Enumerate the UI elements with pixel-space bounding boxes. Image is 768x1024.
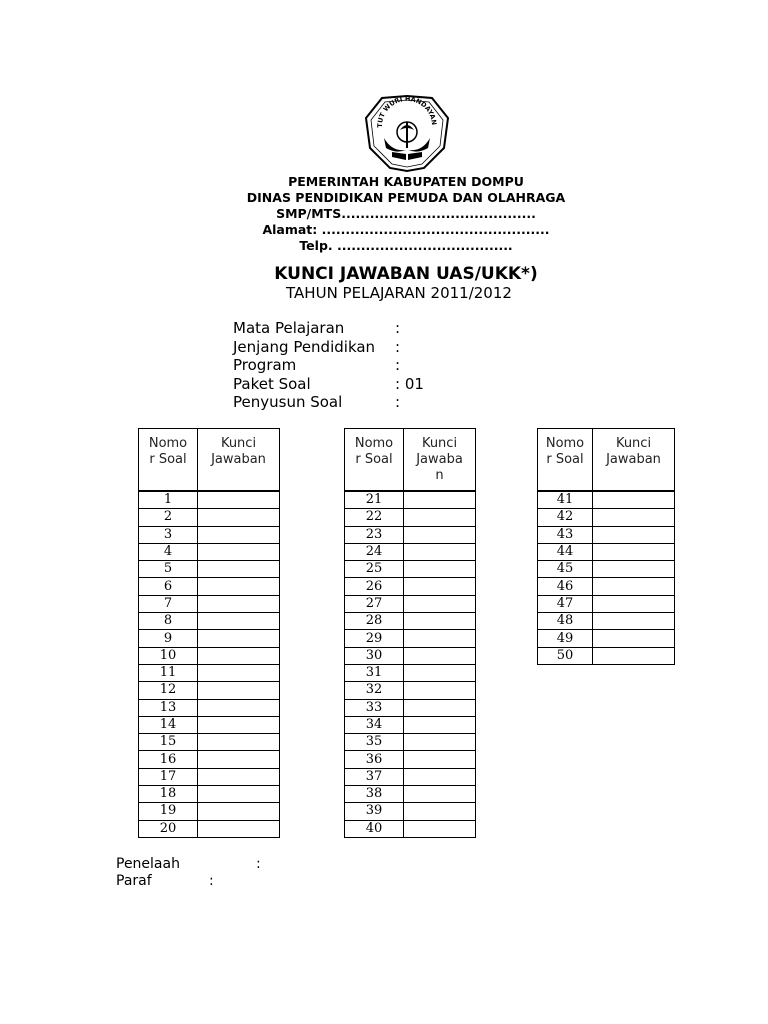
paraf-row [116,873,214,890]
answer-key-table-1 [138,428,280,838]
col-header-answer: Kunci Jawaban [198,429,280,491]
table-row [139,492,280,509]
question-number: 44 [538,543,593,560]
question-number: 19 [139,803,198,820]
col-header-number: Nomo r Soal [345,429,404,491]
answer-cell [404,526,476,543]
header-department: DINAS PENDIDIKAN PEMUDA DAN OLAHRAGA [246,190,566,205]
info-row-program [233,356,424,375]
question-number: 33 [345,699,404,716]
table-row [345,664,476,681]
answer-key-table-3 [537,428,675,665]
table-row [139,803,280,820]
table-row [538,561,675,578]
answer-cell [404,734,476,751]
question-number: 27 [345,595,404,612]
table-row [345,647,476,664]
answer-cell [198,526,280,543]
answer-cell [593,526,675,543]
reviewer-label: Penelaah [116,856,180,872]
table-row [139,682,280,699]
answer-cell [198,682,280,699]
table-row [139,786,280,803]
question-number: 14 [139,716,198,733]
answer-cell [404,509,476,526]
table-row [538,630,675,647]
answer-cell [198,595,280,612]
answer-cell [404,682,476,699]
answer-cell [593,595,675,612]
question-number: 35 [345,734,404,751]
question-number: 8 [139,613,198,630]
signature-section [116,856,261,890]
question-number: 30 [345,647,404,664]
question-number: 22 [345,509,404,526]
paraf-separator: : [209,873,214,889]
table-row [345,734,476,751]
header-phone: Telp. ..................................... [299,238,513,253]
question-number: 11 [139,664,198,681]
question-number: 17 [139,768,198,785]
answer-cell [404,664,476,681]
question-number: 47 [538,595,593,612]
table-row [139,751,280,768]
info-row-subject [233,319,424,338]
answer-cell [198,509,280,526]
table-row [139,630,280,647]
info-value: : [395,337,401,356]
answer-cell [198,699,280,716]
table-row [139,578,280,595]
info-value: : 01 [395,374,424,393]
table-row [538,613,675,630]
answer-cell [198,630,280,647]
table-row [139,561,280,578]
exam-info [233,319,424,412]
answer-cell [593,578,675,595]
question-number: 1 [139,492,198,509]
answer-cell [404,613,476,630]
table-row [538,526,675,543]
answer-cell [404,578,476,595]
question-number: 16 [139,751,198,768]
question-number: 31 [345,664,404,681]
question-number: 26 [345,578,404,595]
header-address: Alamat: ................................................ [262,222,550,237]
table-row [345,561,476,578]
info-label: Penyusun Soal [233,393,343,411]
answer-cell [198,820,280,837]
table-row [538,595,675,612]
question-number: 49 [538,630,593,647]
info-row-author [233,393,424,412]
question-number: 21 [345,492,404,509]
answer-cell [404,699,476,716]
info-row-level [233,338,424,357]
answer-cell [593,630,675,647]
question-number: 39 [345,803,404,820]
document-subtitle: TAHUN PELAJARAN 2011/2012 [286,284,512,302]
answer-cell [404,751,476,768]
table-row [345,509,476,526]
question-number: 29 [345,630,404,647]
answer-key-table-2 [344,428,476,838]
table-row [139,613,280,630]
table-row [345,492,476,509]
question-number: 3 [139,526,198,543]
answer-cell [404,543,476,560]
question-number: 24 [345,543,404,560]
table-row [139,768,280,785]
answer-cell [198,664,280,681]
question-number: 32 [345,682,404,699]
answer-cell [404,716,476,733]
question-number: 50 [538,647,593,664]
info-label: Jenjang Pendidikan [233,337,376,356]
answer-cell [593,543,675,560]
question-number: 15 [139,734,198,751]
answer-cell [404,630,476,647]
question-number: 20 [139,820,198,837]
answer-cell [593,509,675,526]
document-title: KUNCI JAWABAN UAS/UKK*) [274,264,538,284]
tut-wuri-handayani-logo [362,92,452,174]
table-row [345,613,476,630]
answer-cell [198,768,280,785]
question-number: 18 [139,786,198,803]
question-number: 5 [139,561,198,578]
question-number: 42 [538,509,593,526]
table-row [345,543,476,560]
table-row [345,803,476,820]
table-row [139,526,280,543]
answer-cell [593,561,675,578]
table-row [538,492,675,509]
question-number: 36 [345,751,404,768]
answer-cell [404,561,476,578]
table-row [538,543,675,560]
answer-cell [198,647,280,664]
col-header-number: Nomo r Soal [538,429,593,491]
info-value: : [395,393,401,411]
answer-cell [198,561,280,578]
answer-cell [198,734,280,751]
question-number: 2 [139,509,198,526]
table-row [345,768,476,785]
question-number: 34 [345,716,404,733]
info-label: Paket Soal [233,374,311,393]
answer-cell [198,543,280,560]
question-number: 23 [345,526,404,543]
answer-cell [198,751,280,768]
answer-cell [198,716,280,733]
table-row [139,595,280,612]
question-number: 40 [345,820,404,837]
question-number: 6 [139,578,198,595]
answer-cell [404,786,476,803]
answer-cell [404,803,476,820]
table-row [345,786,476,803]
table-row [345,716,476,733]
question-number: 48 [538,613,593,630]
table-row [345,682,476,699]
table-row [139,664,280,681]
answer-cell [593,647,675,664]
table-row [139,509,280,526]
reviewer-separator: : [256,856,261,872]
question-number: 43 [538,526,593,543]
table-row [538,509,675,526]
answer-cell [198,578,280,595]
table-row [345,630,476,647]
answer-cell [198,492,280,509]
info-value: : [395,319,401,337]
table-row [345,699,476,716]
question-number: 37 [345,768,404,785]
question-number: 12 [139,682,198,699]
table-row [345,751,476,768]
answer-cell [593,492,675,509]
info-value: : [395,356,401,374]
col-header-number: Nomo r Soal [139,429,198,491]
answer-cell [404,768,476,785]
question-number: 10 [139,647,198,664]
question-number: 13 [139,699,198,716]
table-row [345,578,476,595]
answer-cell [404,492,476,509]
col-header-answer: Kunci Jawaban [593,429,675,491]
question-number: 46 [538,578,593,595]
question-number: 4 [139,543,198,560]
table-row [345,820,476,837]
table-row [139,820,280,837]
question-number: 25 [345,561,404,578]
info-row-package [233,375,424,394]
question-number: 41 [538,492,593,509]
question-number: 28 [345,613,404,630]
institution-header [0,174,768,254]
header-government: PEMERINTAH KABUPATEN DOMPU [288,174,524,189]
table-row [139,543,280,560]
question-number: 38 [345,786,404,803]
table-row [139,699,280,716]
question-number: 7 [139,595,198,612]
question-number: 9 [139,630,198,647]
header-school: SMP/MTS......................................... [276,206,536,221]
info-label: Program [233,356,297,374]
reviewer-row [116,856,261,873]
answer-cell [593,613,675,630]
answer-cell [198,613,280,630]
info-label: Mata Pelajaran [233,319,345,337]
table-row [139,647,280,664]
table-row [139,734,280,751]
table-row [345,595,476,612]
question-number: 45 [538,561,593,578]
answer-cell [198,803,280,820]
table-row [538,578,675,595]
table-row [139,716,280,733]
logo-motto: TUT WURI HANDAYAN [375,94,439,128]
table-row [538,647,675,664]
table-row [345,526,476,543]
answer-cell [198,786,280,803]
answer-cell [404,647,476,664]
answer-cell [404,820,476,837]
col-header-answer: Kunci Jawaba n [404,429,476,491]
answer-cell [404,595,476,612]
paraf-label: Paraf [116,873,152,889]
